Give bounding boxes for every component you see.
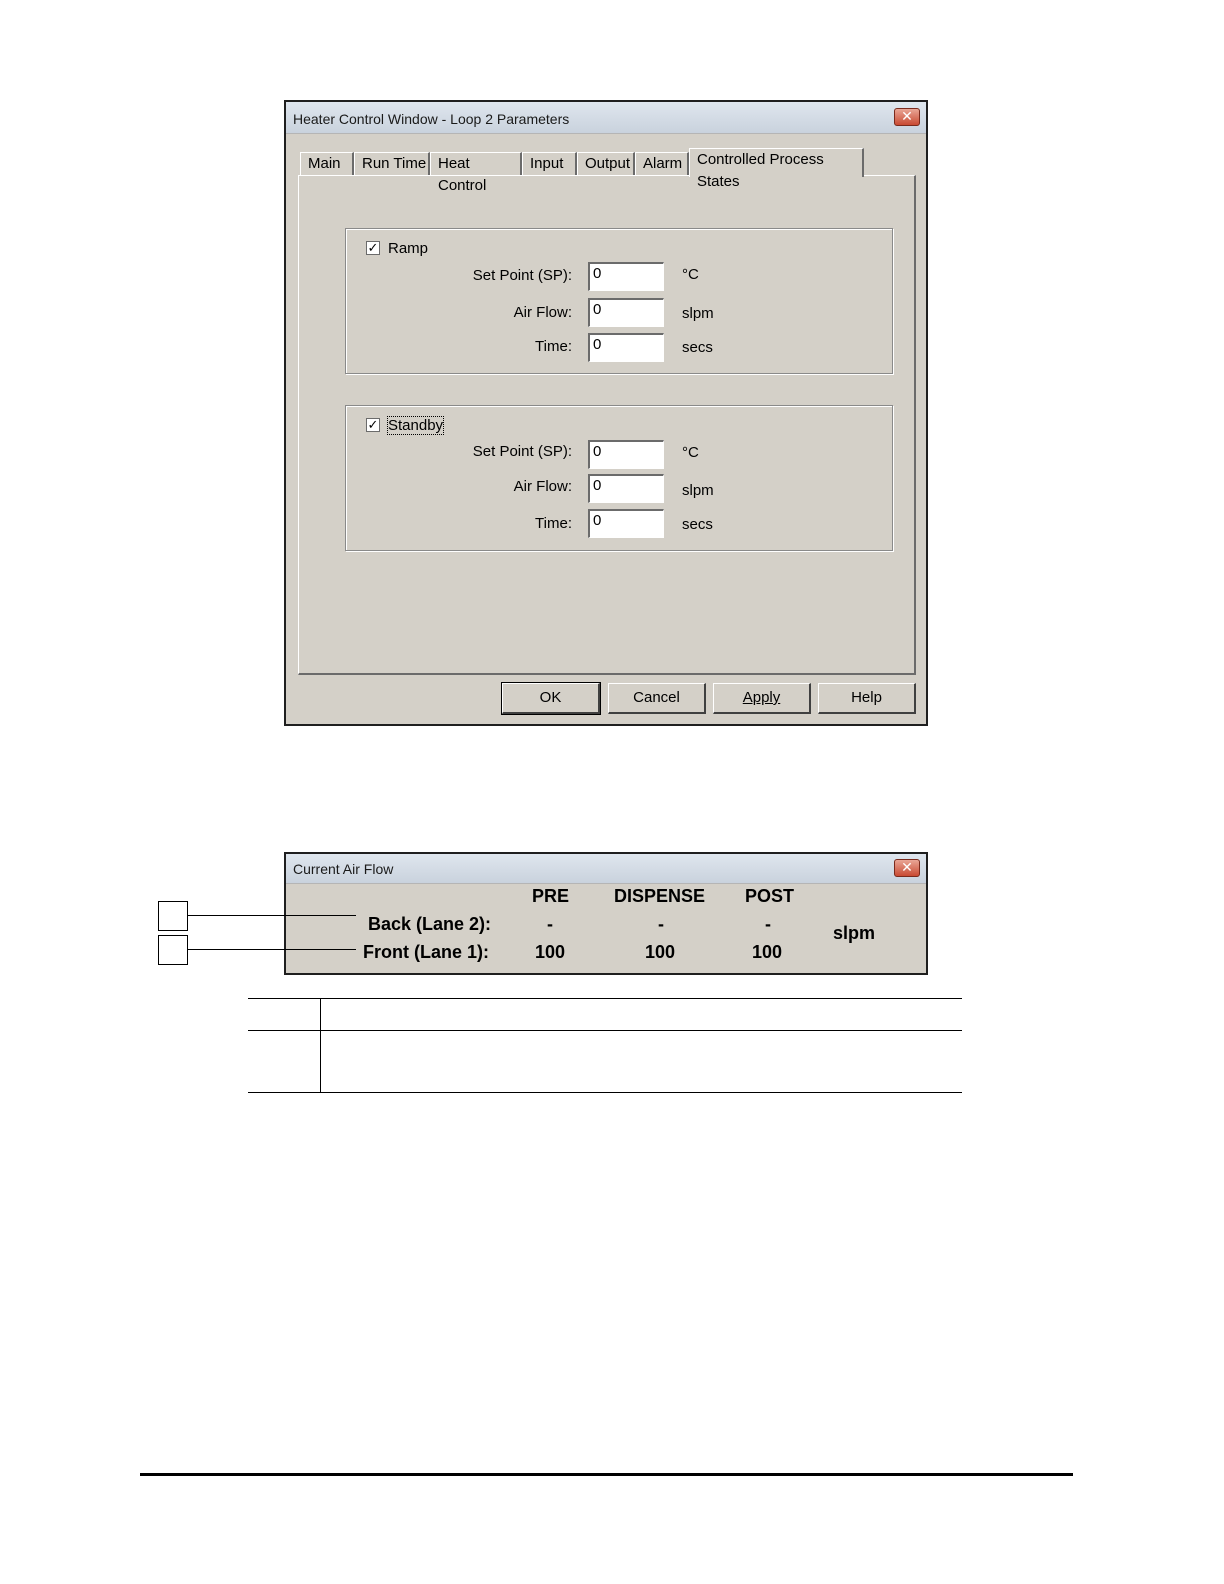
row-label-front: Front (Lane 1): (363, 942, 489, 962)
back-post-value: - (765, 914, 771, 934)
ramp-airflow-unit: slpm (682, 305, 714, 322)
help-button[interactable]: Help (818, 683, 916, 714)
row-label-back: Back (Lane 2): (368, 914, 492, 934)
ramp-airflow-label: Air Flow: (513, 304, 572, 321)
title-bar (286, 854, 926, 884)
ramp-group (345, 228, 893, 374)
ok-button[interactable]: OK (502, 683, 600, 714)
callout-leader-1 (188, 915, 356, 916)
standby-checkbox-label[interactable]: Standby (388, 417, 444, 434)
callout-box-1 (158, 901, 188, 931)
ramp-checkbox[interactable]: ✓ (367, 240, 379, 255)
heater-control-window (284, 100, 928, 726)
cancel-button[interactable]: Cancel (608, 683, 706, 714)
table-rule-middle (248, 1030, 962, 1031)
standby-setpoint-input[interactable]: 0 (588, 440, 664, 469)
tab-controlled-process-states[interactable]: Controlled Process States (689, 148, 864, 177)
table-rule-bottom (248, 1092, 962, 1093)
standby-time-label: Time: (535, 515, 572, 532)
standby-setpoint-unit: °C (682, 444, 699, 461)
title-bar (286, 102, 926, 134)
ramp-time-unit: secs (682, 339, 713, 356)
column-header-pre: PRE (532, 886, 570, 906)
ramp-setpoint-input[interactable]: 0 (588, 262, 664, 291)
window-title: Current Air Flow (293, 861, 394, 877)
apply-button[interactable]: Apply (713, 683, 811, 714)
back-dispense-value: - (658, 914, 664, 934)
window-title: Heater Control Window - Loop 2 Parameters (293, 111, 570, 127)
table-rule-top (248, 998, 962, 999)
callout-box-2 (158, 935, 188, 965)
column-header-post: POST (745, 886, 795, 906)
ramp-airflow-input[interactable]: 0 (588, 298, 664, 327)
callout-leader-2 (188, 949, 356, 950)
standby-checkbox[interactable]: ✓ (367, 417, 379, 432)
standby-airflow-unit: slpm (682, 482, 714, 499)
ramp-checkbox-label[interactable]: Ramp (388, 240, 429, 257)
front-post-value: 100 (752, 942, 783, 962)
standby-airflow-label: Air Flow: (513, 478, 572, 495)
front-pre-value: 100 (535, 942, 566, 962)
ramp-setpoint-label: Set Point (SP): (472, 267, 572, 284)
close-button[interactable]: ✕ (894, 108, 920, 126)
tab-alarm[interactable]: Alarm (635, 152, 689, 176)
close-button[interactable]: ✕ (894, 859, 920, 877)
back-pre-value: - (547, 914, 553, 934)
ramp-setpoint-unit: °C (682, 266, 699, 283)
tab-input[interactable]: Input (522, 152, 577, 176)
tab-main[interactable]: Main (300, 152, 354, 176)
footer-rule (140, 1473, 1073, 1476)
current-air-flow-window (284, 852, 928, 975)
front-dispense-value: 100 (645, 942, 676, 962)
standby-group (345, 405, 893, 551)
standby-setpoint-label: Set Point (SP): (472, 443, 572, 460)
tab-output[interactable]: Output (577, 152, 635, 176)
tab-heat-control[interactable]: Heat Control (430, 152, 522, 176)
column-header-dispense: DISPENSE (614, 886, 706, 906)
standby-airflow-input[interactable]: 0 (588, 474, 664, 503)
ramp-time-label: Time: (535, 338, 572, 355)
standby-time-unit: secs (682, 516, 713, 533)
air-flow-table (286, 886, 926, 973)
tab-run-time[interactable]: Run Time (354, 152, 430, 176)
unit-label: slpm (833, 923, 876, 943)
table-column-divider (320, 998, 321, 1093)
ramp-time-input[interactable]: 0 (588, 333, 664, 362)
standby-time-input[interactable]: 0 (588, 509, 664, 538)
tab-pane (298, 175, 916, 675)
